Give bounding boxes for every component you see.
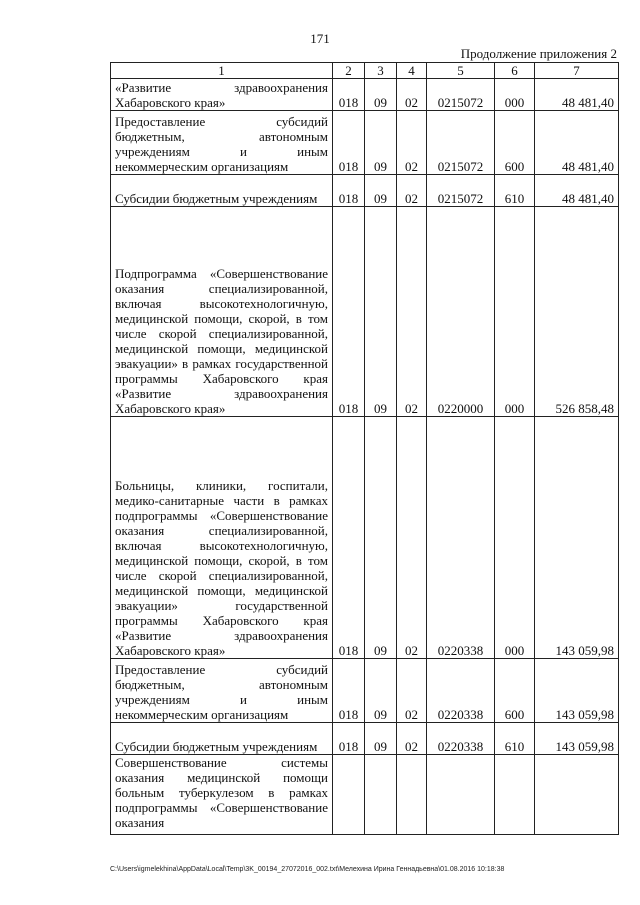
ministry-code: 018 (333, 175, 365, 207)
column-header: 4 (397, 63, 427, 79)
page-number: 171 (310, 31, 330, 46)
expense-type-code: 000 (495, 417, 535, 659)
expense-type-code (495, 755, 535, 835)
table-row (111, 79, 619, 111)
table-row (111, 755, 619, 835)
item-name: Предоставление субсидий бюджетным, автономным учреждениям и иным некоммерческим организациям (111, 111, 333, 175)
table-row (111, 207, 619, 417)
ministry-code: 018 (333, 111, 365, 175)
amount (535, 755, 619, 835)
amount: 143 059,98 (535, 659, 619, 723)
target-code: 0220338 (427, 417, 495, 659)
subsection-code: 02 (397, 111, 427, 175)
ministry-code: 018 (333, 723, 365, 755)
section-code: 09 (365, 79, 397, 111)
item-name: «Развитие здравоохранения Хабаровского края» (111, 79, 333, 111)
subsection-code: 02 (397, 659, 427, 723)
target-code (427, 755, 495, 835)
amount: 143 059,98 (535, 417, 619, 659)
subsection-code: 02 (397, 417, 427, 659)
amount: 143 059,98 (535, 723, 619, 755)
expense-type-code: 000 (495, 79, 535, 111)
column-header: 6 (495, 63, 535, 79)
continuation-label: Продолжение приложения 2 (460, 46, 617, 61)
expense-type-code: 600 (495, 659, 535, 723)
column-header: 2 (333, 63, 365, 79)
expense-type-code: 000 (495, 207, 535, 417)
column-header: 5 (427, 63, 495, 79)
budget-table (110, 62, 619, 835)
section-code (365, 755, 397, 835)
expense-type-code: 600 (495, 111, 535, 175)
amount: 526 858,48 (535, 207, 619, 417)
target-code: 0220000 (427, 207, 495, 417)
item-name: Совершенствование системы оказания медицинской помощи больным туберкулезом в рамках подпрограммы «Совершенствование оказания (111, 755, 333, 835)
column-header: 1 (111, 63, 333, 79)
target-code: 0215072 (427, 111, 495, 175)
section-code: 09 (365, 659, 397, 723)
item-name: Подпрограмма «Совершенствование оказания специализированной, включая высокотехнологичную, медицинской помощи, скорой, в том числе скорой специализированной, медицинской помощи, медицинской эвакуации» в рамках государственной программы Хабаровского края «Развитие здравоохранения Хабаровского края» (111, 207, 333, 417)
section-code: 09 (365, 723, 397, 755)
table-row (111, 659, 619, 723)
amount: 48 481,40 (535, 175, 619, 207)
table-row (111, 175, 619, 207)
subsection-code: 02 (397, 79, 427, 111)
ministry-code (333, 755, 365, 835)
subsection-code: 02 (397, 207, 427, 417)
column-header: 7 (535, 63, 619, 79)
item-name: Субсидии бюджетным учреждениям (111, 723, 333, 755)
subsection-code: 02 (397, 723, 427, 755)
table-row (111, 111, 619, 175)
expense-type-code: 610 (495, 175, 535, 207)
ministry-code: 018 (333, 417, 365, 659)
target-code: 0220338 (427, 659, 495, 723)
ministry-code: 018 (333, 659, 365, 723)
subsection-code: 02 (397, 175, 427, 207)
table-row (111, 417, 619, 659)
column-header: 3 (365, 63, 397, 79)
table-row (111, 723, 619, 755)
subsection-code (397, 755, 427, 835)
item-name: Больницы, клиники, госпитали, медико-санитарные части в рамках подпрограммы «Совершенствование оказания специализированной, включая высокотехнологичную, медицинской помощи, скорой, в том числе скорой специализированной, медицинской помощи, медицинской эвакуации» государственной программы Хабаровского края «Развитие здравоохранения Хабаровского края» (111, 417, 333, 659)
amount: 48 481,40 (535, 111, 619, 175)
item-name: Предоставление субсидий бюджетным, автономным учреждениям и иным некоммерческим организациям (111, 659, 333, 723)
ministry-code: 018 (333, 79, 365, 111)
file-path-footer: C:\Users\igmelekhina\AppData\Local\Temp\3K_00194_27072016_002.txt\Мелехина Ирина Геннадьевна\01.08.2016 10:18:38 (110, 866, 505, 873)
item-name: Субсидии бюджетным учреждениям (111, 175, 333, 207)
section-code: 09 (365, 111, 397, 175)
section-code: 09 (365, 175, 397, 207)
header-row (111, 63, 619, 79)
expense-type-code: 610 (495, 723, 535, 755)
ministry-code: 018 (333, 207, 365, 417)
target-code: 0220338 (427, 723, 495, 755)
target-code: 0215072 (427, 175, 495, 207)
section-code: 09 (365, 417, 397, 659)
target-code: 0215072 (427, 79, 495, 111)
section-code: 09 (365, 207, 397, 417)
amount: 48 481,40 (535, 79, 619, 111)
